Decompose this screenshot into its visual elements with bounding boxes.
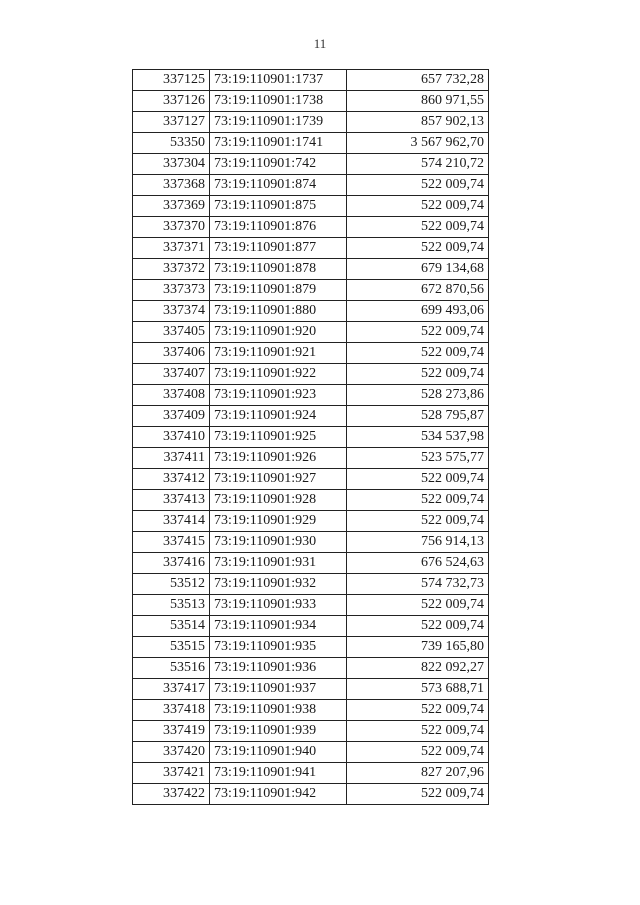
table-row (133, 532, 489, 553)
table-row (133, 385, 489, 406)
table-row (133, 679, 489, 700)
cadastral-value-cell: 522 009,74 (347, 196, 489, 217)
table-row (133, 196, 489, 217)
cadastral-value-cell: 3 567 962,70 (347, 133, 489, 154)
cadastral-number-cell: 73:19:110901:934 (210, 616, 347, 637)
table-row (133, 238, 489, 259)
object-id-cell: 337371 (133, 238, 210, 259)
object-id-cell: 337408 (133, 385, 210, 406)
table-row (133, 784, 489, 805)
table-row (133, 322, 489, 343)
cadastral-value-cell: 522 009,74 (347, 511, 489, 532)
cadastral-number-cell: 73:19:110901:939 (210, 721, 347, 742)
table-row (133, 553, 489, 574)
table-row (133, 721, 489, 742)
table-row (133, 700, 489, 721)
cadastral-number-cell: 73:19:110901:920 (210, 322, 347, 343)
cadastral-value-cell: 522 009,74 (347, 469, 489, 490)
cadastral-value-cell: 522 009,74 (347, 217, 489, 238)
table-row (133, 343, 489, 364)
cadastral-number-cell: 73:19:110901:878 (210, 259, 347, 280)
object-id-cell: 337422 (133, 784, 210, 805)
cadastral-number-cell: 73:19:110901:942 (210, 784, 347, 805)
cadastral-number-cell: 73:19:110901:877 (210, 238, 347, 259)
cadastral-value-cell: 522 009,74 (347, 742, 489, 763)
table-row (133, 763, 489, 784)
object-id-cell: 53513 (133, 595, 210, 616)
cadastral-value-cell: 522 009,74 (347, 616, 489, 637)
cadastral-number-cell: 73:19:110901:876 (210, 217, 347, 238)
cadastral-value-cell: 522 009,74 (347, 175, 489, 196)
object-id-cell: 53512 (133, 574, 210, 595)
cadastral-value-cell: 522 009,74 (347, 595, 489, 616)
cadastral-value-cell: 522 009,74 (347, 784, 489, 805)
table-row (133, 112, 489, 133)
cadastral-number-cell: 73:19:110901:926 (210, 448, 347, 469)
object-id-cell: 337417 (133, 679, 210, 700)
cadastral-number-cell: 73:19:110901:936 (210, 658, 347, 679)
object-id-cell: 337414 (133, 511, 210, 532)
object-id-cell: 53516 (133, 658, 210, 679)
object-id-cell: 337370 (133, 217, 210, 238)
object-id-cell: 337374 (133, 301, 210, 322)
cadastral-number-cell: 73:19:110901:937 (210, 679, 347, 700)
cadastral-value-cell: 522 009,74 (347, 343, 489, 364)
table-row (133, 175, 489, 196)
table-row (133, 301, 489, 322)
object-id-cell: 337412 (133, 469, 210, 490)
object-id-cell: 337127 (133, 112, 210, 133)
cadastral-value-cell: 523 575,77 (347, 448, 489, 469)
object-id-cell: 337410 (133, 427, 210, 448)
object-id-cell: 337125 (133, 70, 210, 91)
cadastral-number-cell: 73:19:110901:932 (210, 574, 347, 595)
cadastral-value-cell: 860 971,55 (347, 91, 489, 112)
cadastral-number-cell: 73:19:110901:742 (210, 154, 347, 175)
table-row (133, 280, 489, 301)
cadastral-value-cell: 676 524,63 (347, 553, 489, 574)
object-id-cell: 337409 (133, 406, 210, 427)
cadastral-number-cell: 73:19:110901:879 (210, 280, 347, 301)
object-id-cell: 53350 (133, 133, 210, 154)
object-id-cell: 337406 (133, 343, 210, 364)
cadastral-number-cell: 73:19:110901:875 (210, 196, 347, 217)
object-id-cell: 337419 (133, 721, 210, 742)
object-id-cell: 337368 (133, 175, 210, 196)
table-row (133, 490, 489, 511)
table-row (133, 133, 489, 154)
table-row (133, 511, 489, 532)
cadastral-value-cell: 528 273,86 (347, 385, 489, 406)
object-id-cell: 337407 (133, 364, 210, 385)
cadastral-value-cell: 522 009,74 (347, 238, 489, 259)
cadastral-value-cell: 679 134,68 (347, 259, 489, 280)
table-row (133, 658, 489, 679)
cadastral-number-cell: 73:19:110901:928 (210, 490, 347, 511)
object-id-cell: 337418 (133, 700, 210, 721)
object-id-cell: 337413 (133, 490, 210, 511)
table-row (133, 469, 489, 490)
cadastral-value-cell: 522 009,74 (347, 721, 489, 742)
cadastral-value-cell: 522 009,74 (347, 322, 489, 343)
table-row (133, 70, 489, 91)
cadastral-value-cell: 827 207,96 (347, 763, 489, 784)
cadastral-value-cell: 522 009,74 (347, 490, 489, 511)
object-id-cell: 337369 (133, 196, 210, 217)
cadastral-number-cell: 73:19:110901:927 (210, 469, 347, 490)
cadastral-value-cell: 672 870,56 (347, 280, 489, 301)
object-id-cell: 337420 (133, 742, 210, 763)
cadastral-number-cell: 73:19:110901:925 (210, 427, 347, 448)
table-row (133, 595, 489, 616)
table-row (133, 742, 489, 763)
table-row (133, 91, 489, 112)
cadastral-value-cell: 573 688,71 (347, 679, 489, 700)
object-id-cell: 337416 (133, 553, 210, 574)
table-row (133, 448, 489, 469)
cadastral-number-cell: 73:19:110901:930 (210, 532, 347, 553)
cadastral-number-cell: 73:19:110901:921 (210, 343, 347, 364)
cadastral-value-cell: 822 092,27 (347, 658, 489, 679)
cadastral-value-cell: 534 537,98 (347, 427, 489, 448)
cadastral-number-cell: 73:19:110901:922 (210, 364, 347, 385)
object-id-cell: 337411 (133, 448, 210, 469)
table-row (133, 259, 489, 280)
cadastral-value-cell: 657 732,28 (347, 70, 489, 91)
cadastral-value-cell: 756 914,13 (347, 532, 489, 553)
cadastral-number-cell: 73:19:110901:933 (210, 595, 347, 616)
table-body (133, 70, 489, 805)
cadastral-value-cell: 857 902,13 (347, 112, 489, 133)
object-id-cell: 337126 (133, 91, 210, 112)
cadastral-number-cell: 73:19:110901:931 (210, 553, 347, 574)
table-row (133, 364, 489, 385)
cadastral-number-cell: 73:19:110901:938 (210, 700, 347, 721)
object-id-cell: 53514 (133, 616, 210, 637)
table-row (133, 154, 489, 175)
cadastral-value-table (132, 69, 489, 805)
table-row (133, 616, 489, 637)
object-id-cell: 337405 (133, 322, 210, 343)
cadastral-number-cell: 73:19:110901:929 (210, 511, 347, 532)
cadastral-number-cell: 73:19:110901:1741 (210, 133, 347, 154)
cadastral-number-cell: 73:19:110901:924 (210, 406, 347, 427)
object-id-cell: 337373 (133, 280, 210, 301)
cadastral-number-cell: 73:19:110901:935 (210, 637, 347, 658)
object-id-cell: 337304 (133, 154, 210, 175)
cadastral-value-cell: 522 009,74 (347, 364, 489, 385)
cadastral-number-cell: 73:19:110901:1737 (210, 70, 347, 91)
object-id-cell: 53515 (133, 637, 210, 658)
cadastral-value-cell: 574 732,73 (347, 574, 489, 595)
cadastral-value-cell: 699 493,06 (347, 301, 489, 322)
table-row (133, 406, 489, 427)
table-row (133, 637, 489, 658)
table-row (133, 217, 489, 238)
cadastral-value-cell: 522 009,74 (347, 700, 489, 721)
table-row (133, 427, 489, 448)
table-row (133, 574, 489, 595)
cadastral-number-cell: 73:19:110901:941 (210, 763, 347, 784)
cadastral-number-cell: 73:19:110901:1739 (210, 112, 347, 133)
cadastral-number-cell: 73:19:110901:1738 (210, 91, 347, 112)
page-number: 11 (313, 36, 327, 51)
object-id-cell: 337421 (133, 763, 210, 784)
cadastral-number-cell: 73:19:110901:940 (210, 742, 347, 763)
cadastral-value-cell: 574 210,72 (347, 154, 489, 175)
cadastral-number-cell: 73:19:110901:874 (210, 175, 347, 196)
object-id-cell: 337372 (133, 259, 210, 280)
object-id-cell: 337415 (133, 532, 210, 553)
cadastral-number-cell: 73:19:110901:880 (210, 301, 347, 322)
cadastral-value-cell: 739 165,80 (347, 637, 489, 658)
cadastral-number-cell: 73:19:110901:923 (210, 385, 347, 406)
cadastral-value-cell: 528 795,87 (347, 406, 489, 427)
